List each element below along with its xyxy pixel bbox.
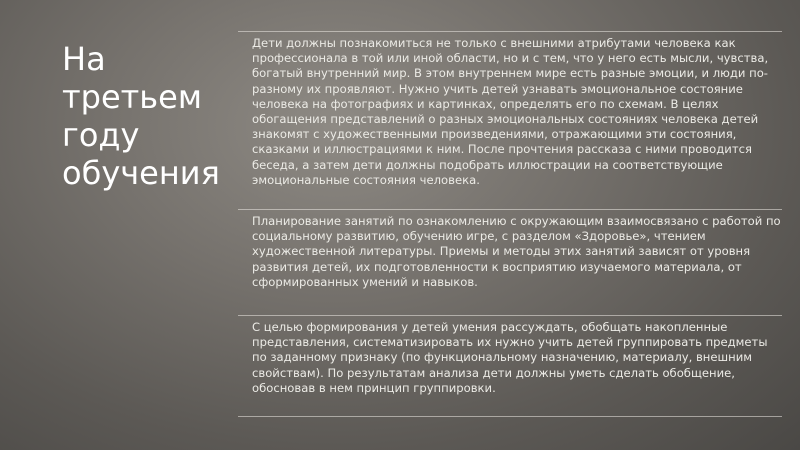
- paragraph-planning: Планирование занятий по ознакомлению с окружающим взаимосвязано с работой по социальному развитию, обучению игре, с разделом «Здоровье», чтением художественной литературы. Приемы и методы этих занятий зависят от уровня развития детей, их подготовленности к восприятию изучаемого материала, от сформированных умений и навыков.: [252, 214, 781, 289]
- slide-title: На третьем году обучения: [62, 40, 220, 192]
- paragraph-grouping: С целью формирования у детей умения рассуждать, обобщать накопленные представления, систематизировать их нужно учить детей группировать предметы по заданному признаку (по функциональному назначению, материалу, внешним свойствам). По результатам анализа дети должны уметь сделать обобщение, обосновав в нем принцип группировки.: [252, 320, 768, 395]
- content-panel: [238, 31, 782, 417]
- divider-line: [238, 416, 782, 417]
- paragraph-emotions: Дети должны познакомиться не только с внешними атрибутами человека как профессионала в той или иной области, но и с тем, что у него есть мысли, чувства, богатый внутренний мир. В этом внутреннем мире есть разные эмоции, и люди по-разному их проявляют. Нужно учить детей узнавать эмоциональное состояние человека на фотографиях и картинках, определять его по схемам. В целях обогащения представлений о разных эмоциональных состояниях человека детей знакомят с художественными произведениями, отражающими эти состояния, сказками и иллюстрациями к ним. После прочтения рассказа с ними проводится беседа, а затем дети должны подобрать иллюстрации на соответствующие эмоциональные состояния человека.: [252, 36, 769, 187]
